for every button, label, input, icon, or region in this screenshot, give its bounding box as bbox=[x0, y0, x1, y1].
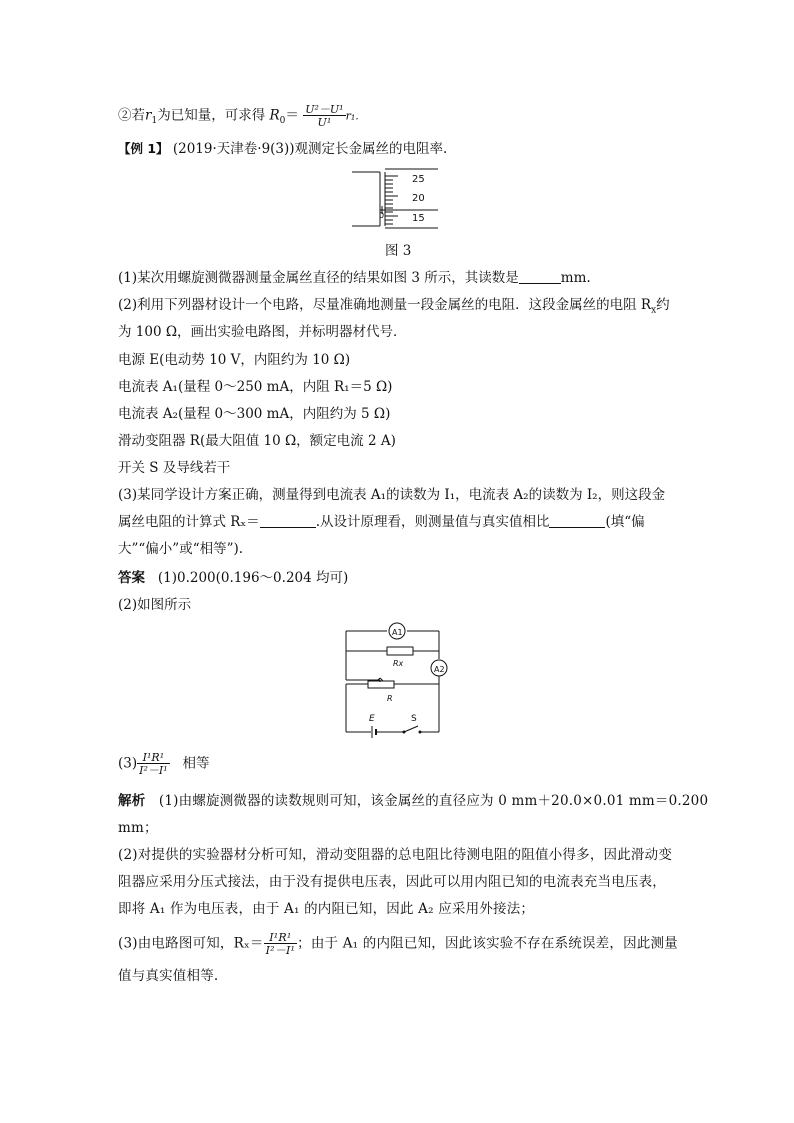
analysis-part-1: (1)由螺旋测微器的读数规则可知，该金属丝的直径应为 0 mm＋20.0×0.01 mm＝0.200 bbox=[158, 793, 709, 809]
example-tag: 【例 1】 bbox=[118, 141, 169, 156]
analysis-label: 解析 bbox=[118, 793, 146, 809]
intro-fraction bbox=[303, 104, 345, 128]
micrometer-tick-20: 20 bbox=[412, 193, 425, 204]
equipment-rheostat: 滑动变阻器 R(最大阻值 10 Ω，额定电流 2 A) bbox=[118, 433, 396, 449]
analysis-line-2: mm； bbox=[118, 820, 158, 836]
answer-part-1: (1)0.200(0.196～0.204 均可) bbox=[157, 570, 349, 586]
answer-part-3-denominator: I²－I¹ bbox=[139, 764, 168, 777]
analysis-part-3-suffix: ；由于 A₁ 的内阻已知，因此该实验不存在系统误差，因此测量 bbox=[297, 935, 678, 952]
circuit-label-e: E bbox=[369, 714, 375, 724]
intro-lead: ②若 bbox=[118, 107, 145, 124]
question-2-text: (2)利用下列器材设计一个电路，尽量准确地测量一段金属丝的电阻．这段金属丝的电阻 R bbox=[118, 297, 652, 313]
question-3-compare-prompt: .从设计原理看，则测量值与真实值相比 bbox=[315, 514, 550, 530]
micrometer-tick-15: 15 bbox=[412, 213, 425, 224]
answer-part-2: (2)如图所示 bbox=[118, 597, 192, 613]
intro-line bbox=[118, 104, 359, 131]
answer-part-3-numerator: I¹R¹ bbox=[142, 751, 165, 764]
example-source: (2019·天津卷·9(3))观测定长金属丝的电阻率. bbox=[172, 141, 448, 157]
intro-r-symbol: r bbox=[145, 107, 152, 124]
analysis-line-5: 即将 A₁ 作为电压表，由于 A₁ 的内阻已知，因此 A₂ 应采用外接法； bbox=[118, 901, 535, 917]
intro-mid: 为已知量，可求得 bbox=[157, 107, 266, 124]
analysis-line-3: (2)对提供的实验器材分析可知，滑动变阻器的总电阻比待测电阻的阻值小得多，因此滑动变 bbox=[118, 847, 673, 863]
answer-label: 答案 bbox=[118, 570, 145, 586]
circuit-label-a2: A2 bbox=[434, 665, 445, 674]
circuit-label-rx: Rx bbox=[393, 659, 404, 668]
example-heading bbox=[118, 139, 447, 159]
answer-line-1 bbox=[118, 568, 348, 588]
analysis-part-3-prefix: (3)由电路图可知，Rₓ＝ bbox=[118, 935, 264, 952]
intro-tail: r₁. bbox=[345, 109, 359, 123]
equipment-power: 电源 E(电动势 10 V，内阻约为 10 Ω) bbox=[118, 352, 351, 368]
micrometer-figure bbox=[350, 166, 445, 232]
question-3-line-1: (3)某同学设计方案正确，测量得到电流表 A₁的读数为 I₁，电流表 A₂的读数为 I₂，则这段金 bbox=[118, 487, 666, 503]
circuit-label-r: R bbox=[387, 694, 393, 703]
circuit-diagram bbox=[338, 620, 458, 738]
analysis-line-1 bbox=[118, 791, 708, 811]
analysis-line-4: 阻器应采用分压式接法，由于没有提供电压表，因此可以用内阻已知的电流表充当电压表， bbox=[118, 874, 666, 890]
equipment-switch: 开关 S 及导线若干 bbox=[118, 460, 231, 476]
question-2-line-1 bbox=[118, 295, 670, 321]
intro-r-sub: 1 bbox=[151, 116, 158, 127]
question-3-fill-hint: (填“偏 bbox=[605, 514, 645, 530]
analysis-line-7: 值与真实值相等. bbox=[118, 968, 219, 984]
question-2-line-2: 为 100 Ω，画出实验电路图，并标明器材代号． bbox=[118, 324, 407, 340]
question-1-unit: mm. bbox=[560, 270, 591, 286]
analysis-line-6 bbox=[118, 932, 678, 956]
equipment-ammeter-2: 电流表 A₂(量程 0～300 mA，内阻约为 5 Ω) bbox=[118, 406, 391, 422]
answer-part-3-prefix: (3) bbox=[118, 755, 138, 772]
analysis-part-3-numerator: I¹R¹ bbox=[269, 931, 292, 944]
micrometer-zero-label: 0 bbox=[379, 211, 385, 220]
intro-equals: ＝ bbox=[285, 107, 299, 124]
circuit-label-s: S bbox=[411, 714, 417, 724]
analysis-part-3-fraction bbox=[264, 932, 298, 956]
question-3-formula-prompt: 属丝电阻的计算式 Rₓ＝ bbox=[118, 514, 260, 530]
question-1-text: (1)某次用螺旋测微器测量金属丝直径的结果如图 3 所示，其读数是 bbox=[118, 270, 519, 286]
intro-fraction-numerator: U²－U¹ bbox=[305, 103, 344, 116]
figure-caption: 图 3 bbox=[385, 243, 412, 259]
question-3-blank-1 bbox=[260, 513, 316, 528]
equipment-ammeter-1: 电流表 A₁(量程 0～250 mA，内阻 R₁＝5 Ω) bbox=[118, 379, 393, 395]
question-2-sub: x bbox=[651, 305, 657, 316]
question-1-blank bbox=[519, 269, 561, 284]
question-3-line-3: 大”“偏小”或“相等”). bbox=[118, 541, 244, 557]
intro-fraction-denominator: U¹ bbox=[303, 115, 345, 128]
question-2-tail: 约 bbox=[656, 297, 670, 313]
analysis-part-3-denominator: I²－I¹ bbox=[265, 944, 296, 957]
intro-R-sub: 0 bbox=[279, 116, 286, 127]
question-3-line-2 bbox=[118, 512, 645, 532]
circuit-label-a1: A1 bbox=[392, 628, 403, 637]
answer-part-3 bbox=[118, 752, 210, 776]
question-3-blank-2 bbox=[549, 513, 605, 528]
answer-part-3-result: 相等 bbox=[182, 755, 210, 772]
intro-R-symbol: R bbox=[269, 107, 280, 124]
question-1 bbox=[118, 268, 591, 288]
answer-part-3-fraction bbox=[137, 752, 170, 776]
micrometer-tick-25: 25 bbox=[412, 174, 425, 185]
